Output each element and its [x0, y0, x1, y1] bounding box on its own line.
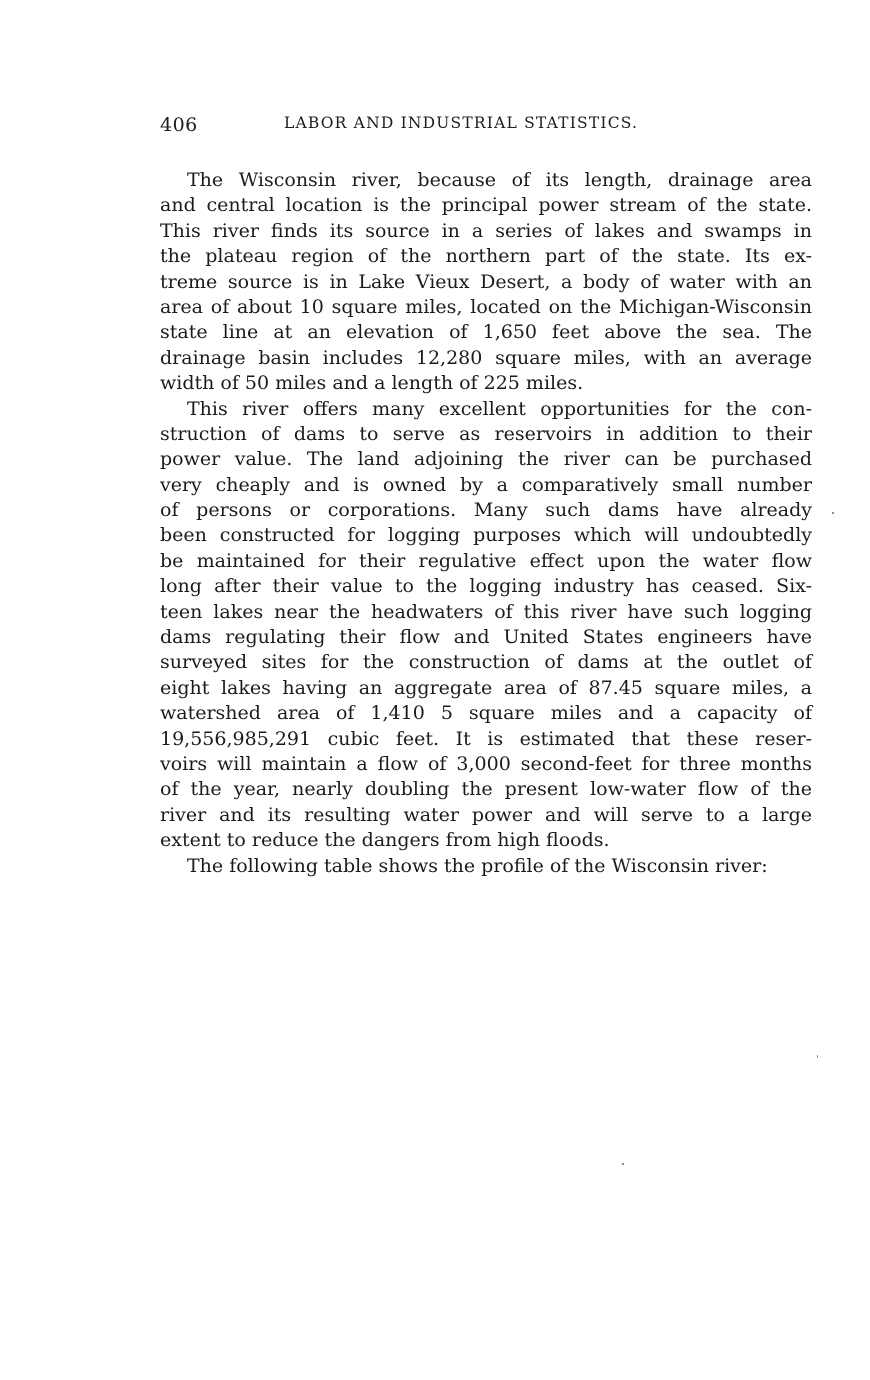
paper-speck — [817, 1055, 818, 1058]
running-title: LABOR AND INDUSTRIAL STATISTICS. — [284, 114, 639, 132]
text-line: treme source is in Lake Vieux Desert, a body of water with an — [160, 270, 812, 293]
text-line: long after their value to the logging industry has ceased. Six- — [160, 575, 812, 598]
text-line: watershed area of 1,410 5 square miles and a capacity of — [160, 702, 812, 725]
text-line: surveyed sites for the construction of dams at the outlet of — [160, 651, 812, 674]
page-number: 406 — [160, 114, 198, 136]
paragraph-table-intro — [160, 854, 812, 879]
text-line: and central location is the principal power stream of the state. — [160, 194, 812, 217]
text-line: eight lakes having an aggregate area of 87.45 square miles, a — [160, 676, 812, 699]
paper-speck — [622, 1163, 624, 1165]
text-line: voirs will maintain a flow of 3,000 second-feet for three months — [160, 752, 812, 775]
text-line: of the year, nearly doubling the present low-water flow of the — [160, 778, 812, 801]
body-text — [160, 168, 812, 879]
text-line: very cheaply and is owned by a comparatively small number — [160, 473, 812, 496]
text-line: This river offers many excellent opportunities for the con- — [187, 397, 812, 420]
text-line: dams regulating their flow and United States engineers have — [160, 626, 812, 649]
paper-speck — [832, 512, 834, 514]
text-line: The following table shows the profile of the Wisconsin river: — [187, 854, 768, 877]
text-line: drainage basin includes 12,280 square miles, with an average — [160, 346, 812, 369]
text-line: The Wisconsin river, because of its length, drainage area — [187, 169, 812, 191]
text-line: of persons or corporations. Many such dams have already — [160, 499, 812, 522]
text-line: struction of dams to serve as reservoirs in addition to their — [160, 422, 812, 445]
page-header — [160, 114, 695, 142]
text-line: This river finds its source in a series of lakes and swamps in — [160, 219, 812, 242]
text-line: river and its resulting water power and will serve to a large — [160, 803, 812, 826]
text-line: area of about 10 square miles, located on the Michigan-Wisconsin — [160, 295, 812, 318]
text-line: extent to reduce the dangers from high floods. — [160, 829, 610, 852]
text-line: width of 50 miles and a length of 225 miles. — [160, 372, 584, 395]
paragraph-wisconsin-river-overview — [160, 168, 812, 397]
text-line: teen lakes near the headwaters of this river have such logging — [160, 600, 812, 623]
paragraph-reservoir-opportunities — [160, 397, 812, 854]
text-line: power value. The land adjoining the river can be purchased — [160, 448, 812, 471]
text-line: be maintained for their regulative effect upon the water flow — [160, 549, 812, 572]
text-line: state line at an elevation of 1,650 feet above the sea. The — [160, 321, 812, 344]
text-line: 19,556,985,291 cubic feet. It is estimated that these reser- — [160, 727, 812, 750]
text-line: been constructed for logging purposes which will undoubtedly — [160, 524, 812, 547]
text-line: the plateau region of the northern part of the state. Its ex- — [160, 245, 812, 268]
